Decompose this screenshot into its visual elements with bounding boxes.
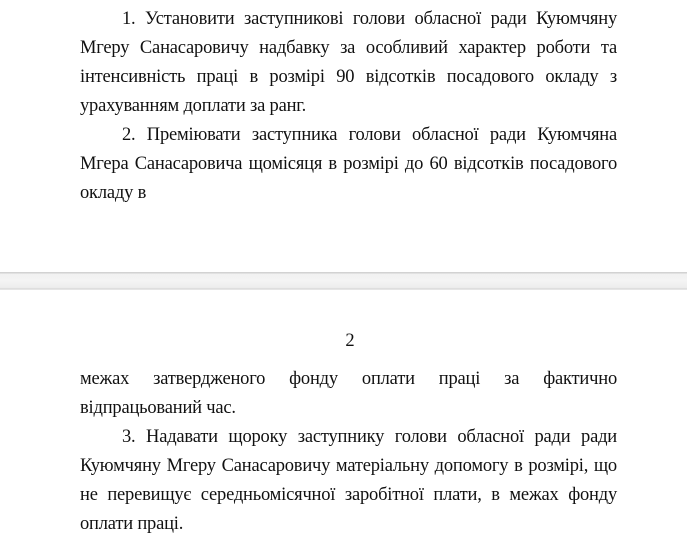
page-break-separator (0, 272, 687, 290)
paragraph-2: 2. Преміювати заступника голови обласної ради Куюмчяна Мгера Санасаровича щомісяця в розмірі до 60 відсотків посадового окладу в (80, 125, 617, 203)
document-page-2 (0, 290, 687, 536)
paragraph-2-continued: межах затвердженого фонду оплати праці за фактично відпрацьований час. (80, 369, 617, 418)
paragraph-3: 3. Надавати щороку заступнику голови обласної ради ради Куюмчяну Мгеру Санасаровичу матеріальну допомогу в розмірі, що не перевищує середньомісячної заробітної плати, в межах фонду оплати праці. (80, 427, 617, 534)
page-number: 2 (345, 331, 355, 351)
page-2-body (80, 365, 617, 539)
page-1-body (80, 5, 617, 208)
paragraph-1: 1. Установити заступникові голови обласної ради Куюмчяну Мгеру Санасаровичу надбавку за особливий характер роботи та інтенсивність праці в розмірі 90 відсотків посадового окладу з урахуванням доплати за ранг. (80, 9, 617, 116)
